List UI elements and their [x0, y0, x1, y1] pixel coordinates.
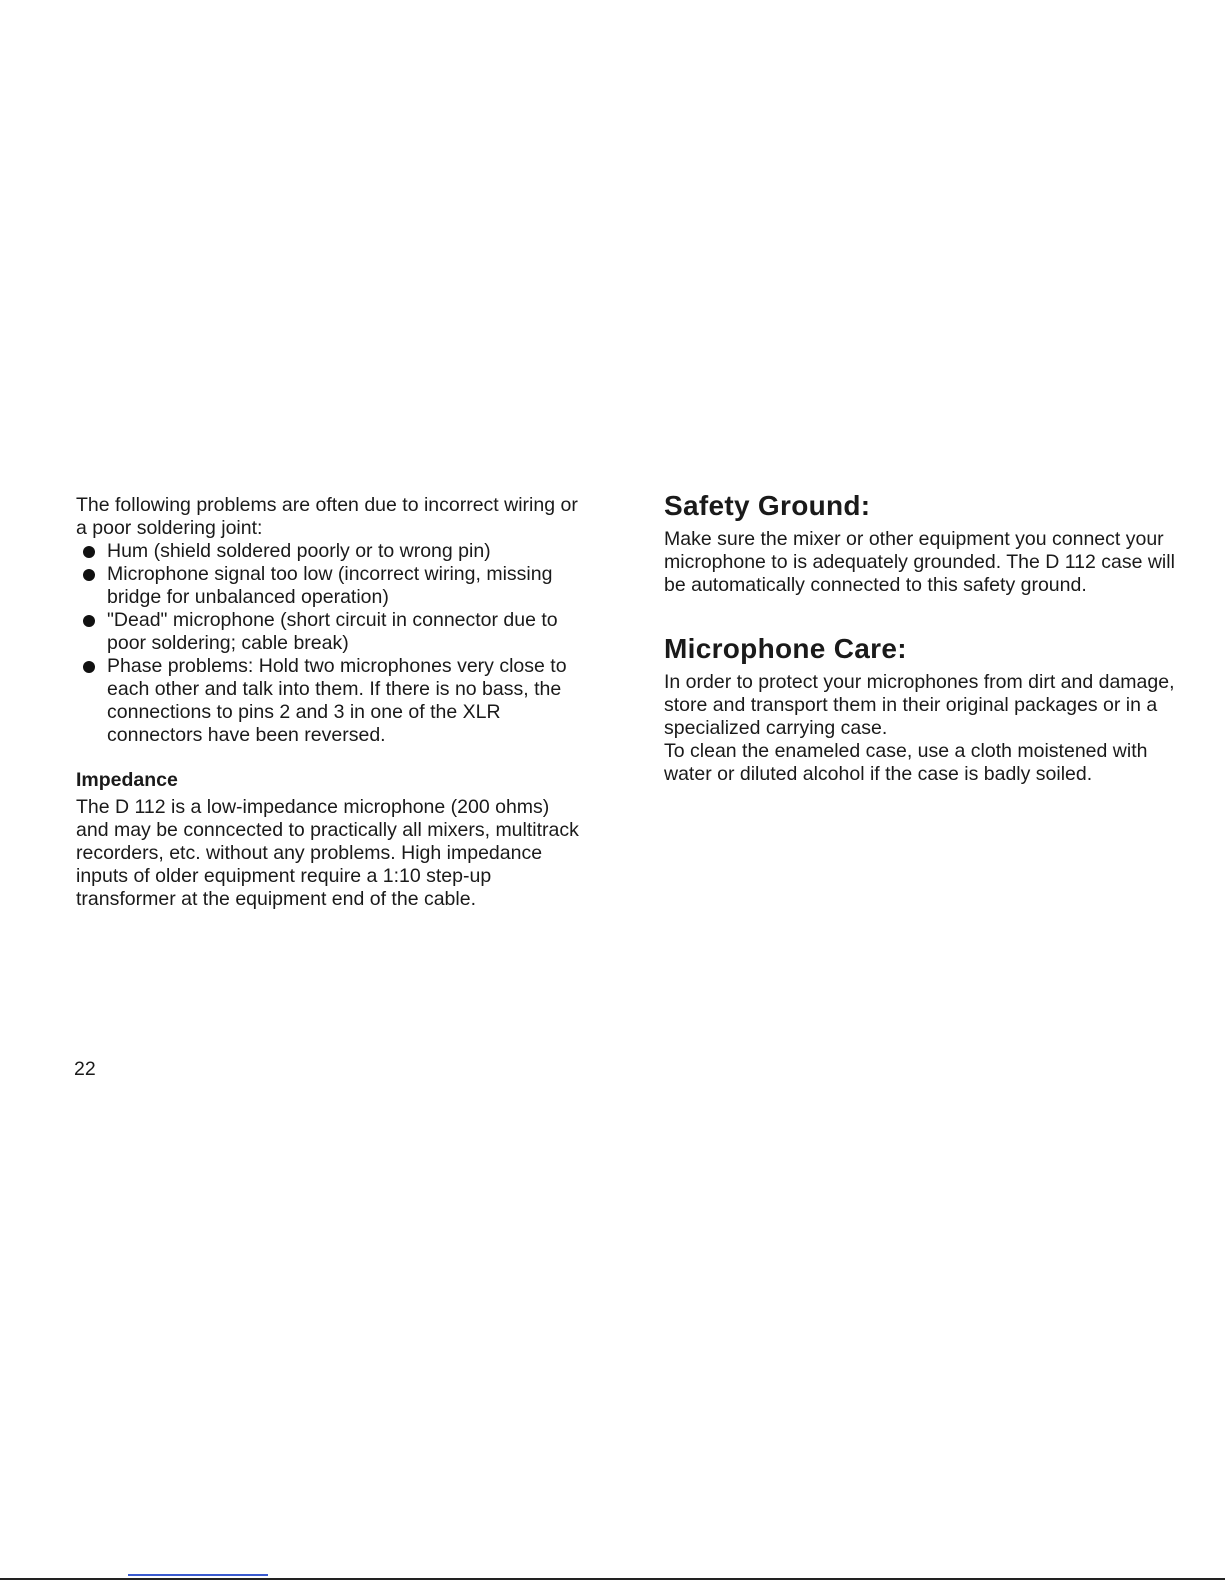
page-number: 22	[74, 1058, 96, 1080]
list-item	[76, 655, 586, 747]
right-column	[664, 490, 1184, 786]
bullet-icon	[83, 546, 95, 558]
microphone-care-paragraph-2: To clean the enameled case, use a cloth moistened with water or diluted alcohol if the case is badly soiled.	[664, 740, 1148, 785]
bottom-divider	[0, 1578, 1225, 1580]
bullet-icon	[83, 661, 95, 673]
microphone-care-paragraph-1: In order to protect your microphones from dirt and damage, store and transport them in their original packages or in a specialized carrying case.	[664, 671, 1175, 739]
bullet-icon	[83, 615, 95, 627]
safety-ground-heading: Safety Ground:	[664, 490, 871, 521]
list-item	[76, 609, 586, 655]
impedance-heading: Impedance	[76, 769, 178, 791]
list-item	[76, 563, 586, 609]
safety-ground-paragraph: Make sure the mixer or other equipment you connect your microphone to is adequately grounded. The D 112 case will be automatically connected to this safety ground.	[664, 528, 1175, 596]
list-item-text: Microphone signal too low (incorrect wiring, missing bridge for unbalanced operation)	[107, 563, 553, 608]
list-item-text: Phase problems: Hold two microphones very close to each other and talk into them. If there is no bass, the connections to pins 2 and 3 in one of the XLR connectors have been reversed.	[107, 655, 567, 746]
intro-paragraph: The following problems are often due to incorrect wiring or a poor soldering joint:	[76, 494, 578, 539]
list-item-text: "Dead" microphone (short circuit in connector due to poor soldering; cable break)	[107, 609, 558, 654]
microphone-care-heading: Microphone Care:	[664, 633, 907, 664]
bullet-icon	[83, 569, 95, 581]
list-item-text: Hum (shield soldered poorly or to wrong pin)	[107, 540, 491, 562]
list-item	[76, 540, 586, 563]
bottom-accent-line	[128, 1574, 268, 1576]
problem-list	[76, 540, 586, 747]
impedance-paragraph: The D 112 is a low-impedance microphone (200 ohms) and may be conncected to practically all mixers, multitrack recorders, etc. without any problems. High impedance inputs of older equipment require a 1:10 step-up transformer at the equipment end of the cable.	[76, 796, 579, 910]
left-column	[76, 494, 586, 911]
